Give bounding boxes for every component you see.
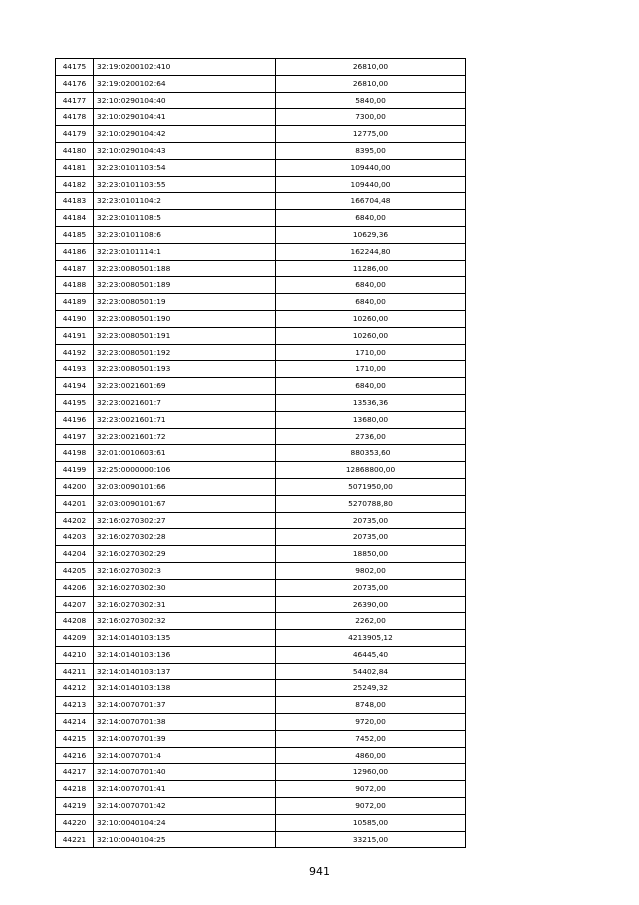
cadastral-number-cell: 32:23:0080501:193 (94, 361, 276, 378)
value-cell: 166704,48 (276, 193, 466, 210)
value-cell: 4860,00 (276, 747, 466, 764)
cadastral-number-cell: 32:16:0270302:28 (94, 529, 276, 546)
value-cell: 26390,00 (276, 596, 466, 613)
cadastral-number-cell: 32:14:0070701:40 (94, 764, 276, 781)
table-row (56, 596, 466, 613)
row-number-cell: 44178 (56, 109, 94, 126)
row-number-cell: 44194 (56, 378, 94, 395)
row-number-cell: 44205 (56, 562, 94, 579)
value-cell: 26810,00 (276, 59, 466, 76)
cadastral-number-cell: 32:23:0101114:1 (94, 243, 276, 260)
table-row (56, 92, 466, 109)
value-cell: 162244,80 (276, 243, 466, 260)
table-row (56, 445, 466, 462)
value-cell: 10260,00 (276, 310, 466, 327)
row-number-cell: 44217 (56, 764, 94, 781)
value-cell: 5840,00 (276, 92, 466, 109)
row-number-cell: 44198 (56, 445, 94, 462)
row-number-cell: 44218 (56, 781, 94, 798)
value-cell: 11286,00 (276, 260, 466, 277)
table-row (56, 193, 466, 210)
value-cell: 109440,00 (276, 159, 466, 176)
cadastral-number-cell: 32:23:0080501:189 (94, 277, 276, 294)
value-cell: 880353,60 (276, 445, 466, 462)
value-cell: 13536,36 (276, 394, 466, 411)
row-number-cell: 44203 (56, 529, 94, 546)
cadastral-number-cell: 32:16:0270302:31 (94, 596, 276, 613)
value-cell: 54402,84 (276, 663, 466, 680)
row-number-cell: 44196 (56, 411, 94, 428)
row-number-cell: 44221 (56, 831, 94, 848)
row-number-cell: 44188 (56, 277, 94, 294)
row-number-cell: 44214 (56, 714, 94, 731)
cadastral-number-cell: 32:16:0270302:3 (94, 562, 276, 579)
table-row (56, 697, 466, 714)
value-cell: 20735,00 (276, 529, 466, 546)
table-row (56, 226, 466, 243)
cadastral-number-cell: 32:03:0090101:67 (94, 495, 276, 512)
value-cell: 8748,00 (276, 697, 466, 714)
cadastral-number-cell: 32:19:0200102:64 (94, 75, 276, 92)
value-cell: 6840,00 (276, 277, 466, 294)
cadastral-number-cell: 32:16:0270302:32 (94, 613, 276, 630)
cadastral-number-cell: 32:14:0140103:137 (94, 663, 276, 680)
cadastral-number-cell: 32:23:0021601:72 (94, 428, 276, 445)
value-cell: 7452,00 (276, 730, 466, 747)
row-number-cell: 44211 (56, 663, 94, 680)
table-row (56, 462, 466, 479)
row-number-cell: 44184 (56, 210, 94, 227)
value-cell: 2736,00 (276, 428, 466, 445)
row-number-cell: 44220 (56, 814, 94, 831)
row-number-cell: 44215 (56, 730, 94, 747)
value-cell: 5270788,80 (276, 495, 466, 512)
cadastral-value-table (55, 58, 466, 848)
row-number-cell: 44209 (56, 630, 94, 647)
value-cell: 4213905,12 (276, 630, 466, 647)
table-row (56, 310, 466, 327)
row-number-cell: 44202 (56, 512, 94, 529)
table-row (56, 663, 466, 680)
cadastral-number-cell: 32:23:0021601:71 (94, 411, 276, 428)
cadastral-number-cell: 32:23:0080501:190 (94, 310, 276, 327)
cadastral-number-cell: 32:23:0101108:5 (94, 210, 276, 227)
row-number-cell: 44210 (56, 646, 94, 663)
table-row (56, 798, 466, 815)
row-number-cell: 44212 (56, 680, 94, 697)
table-row (56, 75, 466, 92)
row-number-cell: 44207 (56, 596, 94, 613)
value-cell: 1710,00 (276, 361, 466, 378)
row-number-cell: 44208 (56, 613, 94, 630)
row-number-cell: 44177 (56, 92, 94, 109)
table-row (56, 613, 466, 630)
table-row (56, 59, 466, 76)
value-cell: 7300,00 (276, 109, 466, 126)
row-number-cell: 44189 (56, 294, 94, 311)
value-cell: 9072,00 (276, 798, 466, 815)
value-cell: 10629,36 (276, 226, 466, 243)
table-row (56, 378, 466, 395)
cadastral-number-cell: 32:10:0290104:40 (94, 92, 276, 109)
table-row (56, 327, 466, 344)
table-row (56, 562, 466, 579)
table-row (56, 428, 466, 445)
value-cell: 12868800,00 (276, 462, 466, 479)
row-number-cell: 44204 (56, 546, 94, 563)
cadastral-number-cell: 32:23:0021601:7 (94, 394, 276, 411)
value-cell: 12775,00 (276, 126, 466, 143)
table-row (56, 529, 466, 546)
table-row (56, 176, 466, 193)
value-cell: 9072,00 (276, 781, 466, 798)
value-cell: 6840,00 (276, 294, 466, 311)
row-number-cell: 44180 (56, 142, 94, 159)
row-number-cell: 44193 (56, 361, 94, 378)
value-cell: 20735,00 (276, 579, 466, 596)
row-number-cell: 44179 (56, 126, 94, 143)
value-cell: 9802,00 (276, 562, 466, 579)
cadastral-number-cell: 32:14:0070701:4 (94, 747, 276, 764)
table-row (56, 630, 466, 647)
table-row (56, 512, 466, 529)
cadastral-number-cell: 32:10:0040104:24 (94, 814, 276, 831)
cadastral-number-cell: 32:14:0140103:135 (94, 630, 276, 647)
cadastral-number-cell: 32:14:0070701:39 (94, 730, 276, 747)
cadastral-number-cell: 32:19:0200102:410 (94, 59, 276, 76)
value-cell: 13680,00 (276, 411, 466, 428)
cadastral-number-cell: 32:16:0270302:29 (94, 546, 276, 563)
table-row (56, 764, 466, 781)
cadastral-number-cell: 32:14:0070701:42 (94, 798, 276, 815)
row-number-cell: 44183 (56, 193, 94, 210)
row-number-cell: 44186 (56, 243, 94, 260)
cadastral-number-cell: 32:16:0270302:30 (94, 579, 276, 596)
cadastral-number-cell: 32:14:0140103:138 (94, 680, 276, 697)
cadastral-number-cell: 32:10:0290104:43 (94, 142, 276, 159)
row-number-cell: 44185 (56, 226, 94, 243)
row-number-cell: 44182 (56, 176, 94, 193)
table-row (56, 243, 466, 260)
row-number-cell: 44187 (56, 260, 94, 277)
table-row (56, 831, 466, 848)
cadastral-number-cell: 32:14:0070701:38 (94, 714, 276, 731)
value-cell: 26810,00 (276, 75, 466, 92)
table-row (56, 730, 466, 747)
value-cell: 6840,00 (276, 378, 466, 395)
table-row (56, 361, 466, 378)
table-row (56, 109, 466, 126)
table-row (56, 159, 466, 176)
value-cell: 10585,00 (276, 814, 466, 831)
value-cell: 20735,00 (276, 512, 466, 529)
value-cell: 18850,00 (276, 546, 466, 563)
cadastral-number-cell: 32:23:0101108:6 (94, 226, 276, 243)
cadastral-number-cell: 32:03:0090101:66 (94, 478, 276, 495)
value-cell: 5071950,00 (276, 478, 466, 495)
table-body (56, 59, 466, 848)
row-number-cell: 44206 (56, 579, 94, 596)
value-cell: 1710,00 (276, 344, 466, 361)
row-number-cell: 44192 (56, 344, 94, 361)
cadastral-number-cell: 32:23:0101103:54 (94, 159, 276, 176)
value-cell: 46445,40 (276, 646, 466, 663)
cadastral-number-cell: 32:23:0080501:188 (94, 260, 276, 277)
row-number-cell: 44216 (56, 747, 94, 764)
cadastral-number-cell: 32:14:0070701:37 (94, 697, 276, 714)
table-row (56, 260, 466, 277)
table-row (56, 781, 466, 798)
table-row (56, 680, 466, 697)
value-cell: 33215,00 (276, 831, 466, 848)
table-row (56, 546, 466, 563)
cadastral-number-cell: 32:14:0070701:41 (94, 781, 276, 798)
cadastral-number-cell: 32:10:0040104:25 (94, 831, 276, 848)
table-row (56, 478, 466, 495)
value-cell: 9720,00 (276, 714, 466, 731)
value-cell: 8395,00 (276, 142, 466, 159)
row-number-cell: 44201 (56, 495, 94, 512)
cadastral-number-cell: 32:23:0101103:55 (94, 176, 276, 193)
value-cell: 25249,32 (276, 680, 466, 697)
table-row (56, 294, 466, 311)
row-number-cell: 44219 (56, 798, 94, 815)
row-number-cell: 44213 (56, 697, 94, 714)
row-number-cell: 44197 (56, 428, 94, 445)
table-row (56, 579, 466, 596)
table-row (56, 210, 466, 227)
table-row (56, 394, 466, 411)
table-row (56, 411, 466, 428)
row-number-cell: 44176 (56, 75, 94, 92)
value-cell: 2262,00 (276, 613, 466, 630)
cadastral-number-cell: 32:23:0021601:69 (94, 378, 276, 395)
row-number-cell: 44199 (56, 462, 94, 479)
row-number-cell: 44190 (56, 310, 94, 327)
row-number-cell: 44175 (56, 59, 94, 76)
table-row (56, 714, 466, 731)
cadastral-number-cell: 32:23:0080501:19 (94, 294, 276, 311)
cadastral-number-cell: 32:23:0101104:2 (94, 193, 276, 210)
cadastral-number-cell: 32:10:0290104:42 (94, 126, 276, 143)
row-number-cell: 44191 (56, 327, 94, 344)
value-cell: 10260,00 (276, 327, 466, 344)
cadastral-number-cell: 32:23:0080501:191 (94, 327, 276, 344)
row-number-cell: 44195 (56, 394, 94, 411)
table-row (56, 495, 466, 512)
value-cell: 109440,00 (276, 176, 466, 193)
table-row (56, 142, 466, 159)
table-row (56, 747, 466, 764)
cadastral-number-cell: 32:14:0140103:136 (94, 646, 276, 663)
table-row (56, 277, 466, 294)
table-row (56, 344, 466, 361)
table-row (56, 646, 466, 663)
value-cell: 6840,00 (276, 210, 466, 227)
cadastral-number-cell: 32:10:0290104:41 (94, 109, 276, 126)
row-number-cell: 44200 (56, 478, 94, 495)
page-number: 941 (309, 865, 330, 878)
value-cell: 12960,00 (276, 764, 466, 781)
cadastral-number-cell: 32:16:0270302:27 (94, 512, 276, 529)
cadastral-number-cell: 32:23:0080501:192 (94, 344, 276, 361)
cadastral-number-cell: 32:25:0000000:106 (94, 462, 276, 479)
cadastral-number-cell: 32:01:0010603:61 (94, 445, 276, 462)
row-number-cell: 44181 (56, 159, 94, 176)
table-row (56, 814, 466, 831)
table-row (56, 126, 466, 143)
